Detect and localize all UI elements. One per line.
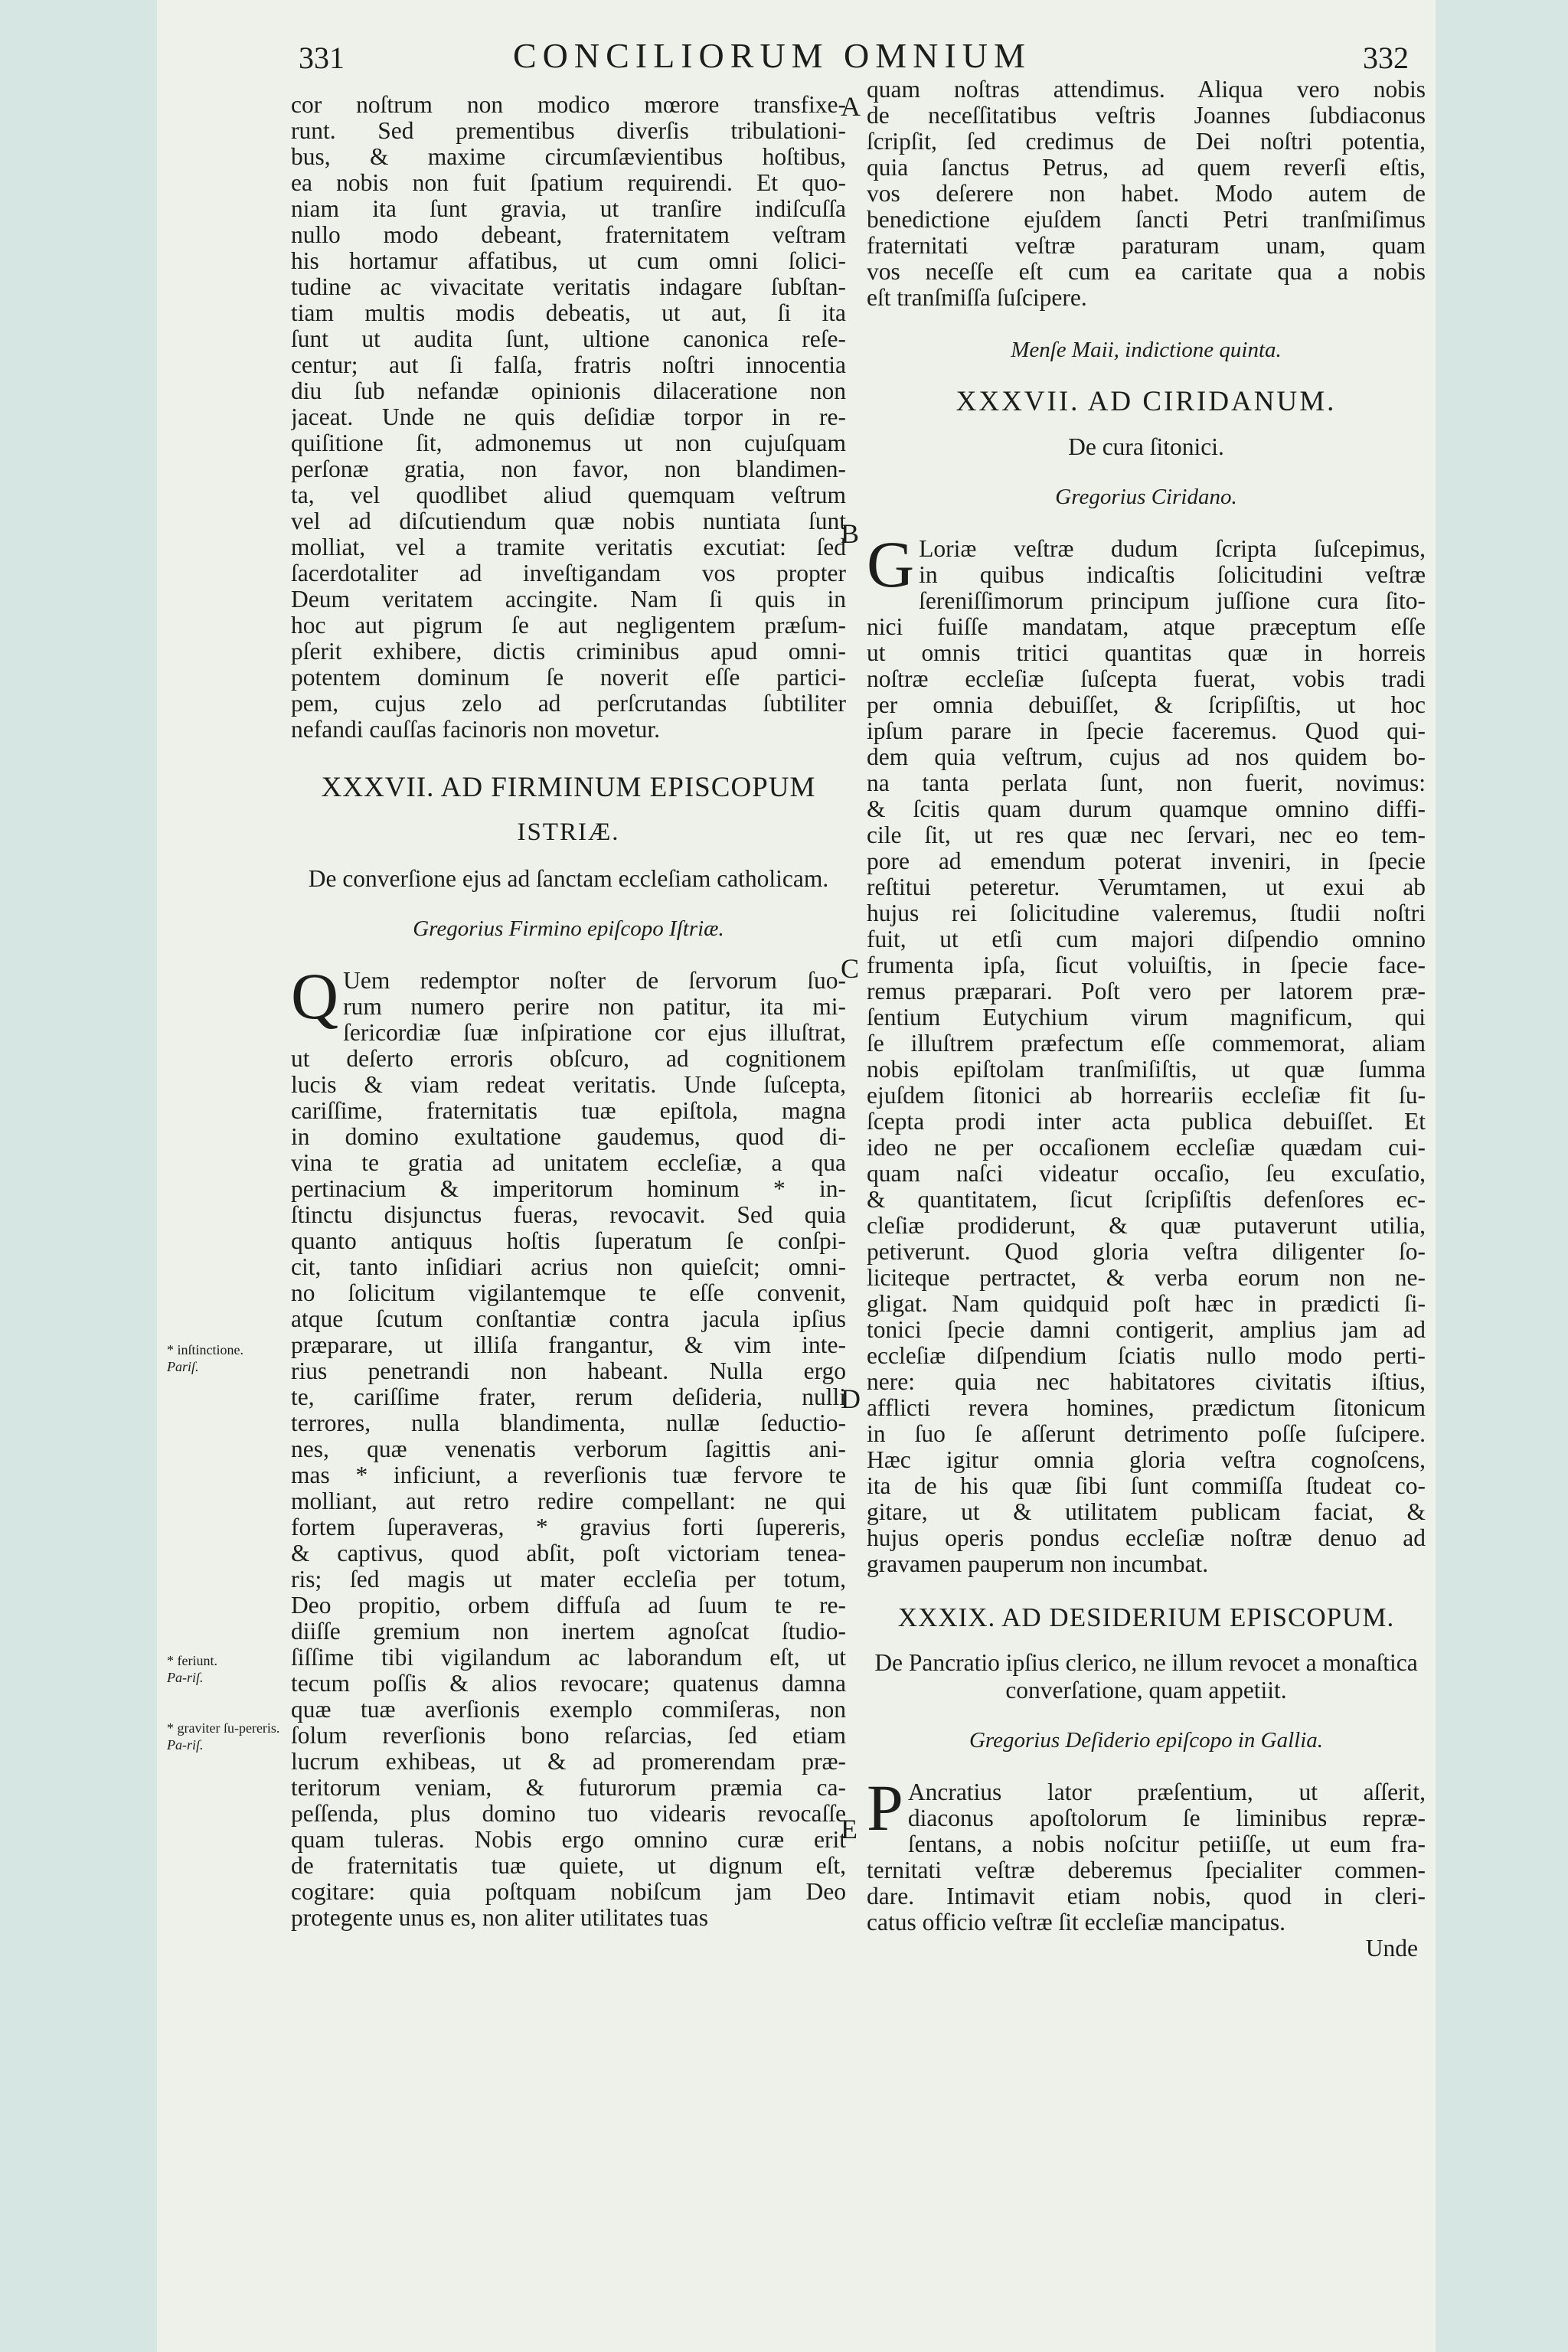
text-line: fuit, ut etſi cum majori diſpendio omnino: [867, 926, 1426, 952]
text-line: vos deſerere non habet. Modo autem de: [867, 181, 1426, 207]
text-line: quanto antiquus hoſtis ſuperatum ſe conſpi-: [291, 1228, 846, 1254]
text-line: ejuſdem ſitonici ab horreariis eccleſiæ fit ſu-: [867, 1083, 1426, 1109]
text-line: ris; ſed magis ut mater eccleſia per totum,: [291, 1566, 846, 1592]
text-line: in domino exultatione gaudemus, quod di-: [291, 1124, 846, 1150]
text-line: quam noſtras attendimus. Aliqua vero nobis: [867, 77, 1426, 103]
text-line: nefandi cauſſas facinoris non movetur.: [291, 717, 660, 743]
text-line: perſonæ gratia, non favor, non blandimen-: [291, 456, 846, 482]
text-line: rum numero perire non patitur, ita mi-: [343, 994, 846, 1020]
text-line: cogitare: quia poſtquam nobiſcum jam Deo: [291, 1879, 846, 1905]
text-line: niam ita ſunt gravia, ut tranſire indiſcuſſa: [291, 196, 846, 222]
text-line: peſſenda, plus domino tuo videaris revocaſſe: [291, 1801, 846, 1827]
text-line: ſericordiæ ſuæ inſpiratione cor ejus illuſtrat,: [343, 1020, 846, 1046]
text-line: diiſſe gremium non inertem agnoſcat ſtudio-: [291, 1619, 846, 1645]
text-line: hoc aut pigrum ſe aut negligentem præſum-: [291, 612, 846, 639]
letter2-salutation: Gregorius Ciridano.: [1055, 485, 1237, 509]
letter3-rubric: De Pancratio ipſius clerico, ne illum revocet a monaſtica converſatione, quam appetiit.: [874, 1649, 1418, 1704]
text-line: in quibus indicaſtis ſolicitudini veſtræ: [919, 562, 1426, 588]
drop-cap-2: G: [867, 528, 915, 601]
text-line: de neceſſitatibus veſtris Joannes ſubdiaconus: [867, 103, 1426, 129]
text-line: ſcripſit, ſed credimus de Dei noſtri potentia,: [867, 129, 1426, 155]
section-marker-a: A: [841, 91, 861, 122]
letter2-heading: XXXVII. AD CIRIDANUM.: [956, 386, 1337, 417]
text-line: rius penetrandi non habeant. Nulla ergo: [291, 1358, 846, 1384]
text-line: terrores, nulla blandimenta, nullæ ſeductio-: [291, 1410, 846, 1436]
text-line: ſereniſſimorum principum juſſione cura ſito-: [919, 588, 1426, 614]
text-line: ſiſſime tibi vigilandum ac laborandum eſt, ut: [291, 1645, 846, 1671]
text-line: pem, cujus zelo ad perſcrutandas ſubtiliter: [291, 691, 846, 717]
text-line: no ſolicitum vigilantemque te eſſe convenit,: [291, 1280, 846, 1306]
letter2-text: [867, 528, 1426, 1577]
text-line: liciteque pertractet, & verba eorum non ne-: [867, 1265, 1426, 1291]
text-line: centur; aut ſi falſa, fratris noſtri innocentia: [291, 352, 846, 378]
text-line: lucrum exhibeas, ut & ad promerendam præ-: [291, 1749, 846, 1775]
catchword: Unde: [1365, 1935, 1418, 1962]
text-line: potentem dominum ſe noverit eſſe partici-: [291, 665, 846, 691]
text-line: Ancratius lator præſentium, ut aſſerit,: [907, 1779, 1426, 1805]
text-line: vel ad diſcutiendum quæ nobis nuntiata ſunt: [291, 508, 846, 534]
text-line: ipſum parare in ſpecie faceremus. Quod qui-: [867, 718, 1426, 744]
text-line: teritorum veniam, & futurorum præmia ca-: [291, 1775, 846, 1801]
text-line: nes, quæ venenatis verborum ſagittis ani-: [291, 1436, 846, 1462]
text-line: fraternitati veſtræ paraturam unam, quam: [867, 233, 1426, 259]
marginal-note-3-source: Pa-riſ.: [167, 1737, 204, 1753]
marginal-note-1-source: Pariſ.: [167, 1359, 199, 1374]
text-line: cor noſtrum non modico mœrore transfixe-: [291, 92, 846, 118]
text-line: molliant, aut retro redire compellant: ne qui: [291, 1488, 846, 1514]
text-line: gravamen pauperum non incumbat.: [867, 1551, 1209, 1577]
letter3-salutation: Gregorius Deſiderio epiſcopo in Gallia.: [969, 1728, 1324, 1753]
text-line: nici fuiſſe mandatam, atque præceptum eſſe: [867, 614, 1426, 640]
text-line: mas * inficiunt, a reverſionis tuæ fervore te: [291, 1462, 846, 1488]
text-line: nobis epiſtolam tranſmiſiſtis, ut quæ ſumma: [867, 1057, 1426, 1083]
marginal-note-2-main: * feriunt.: [167, 1653, 217, 1668]
text-line: nere: quia nec habitatores civitatis iſtius,: [867, 1369, 1426, 1395]
text-line: catus officio veſtræ ſit eccleſiæ mancipatus.: [867, 1909, 1286, 1936]
text-line: tiam multis modis debeatis, ut aut, ſi ita: [291, 300, 846, 326]
letter2-rubric: De cura ſitonici.: [1068, 433, 1224, 460]
text-line: afflicti revera homines, prædictum ſitonicum: [867, 1395, 1426, 1421]
text-line: ſolum reverſionis bono reſarcias, ſed etiam: [291, 1723, 846, 1749]
text-line: hujus rei ſolicitudine valeremus, ſtudii noſtri: [867, 900, 1426, 926]
text-line: cleſiæ prodiderunt, & quæ putaverunt utilia,: [867, 1213, 1426, 1239]
text-line: noſtræ eccleſiæ ſuſcepta fuerat, vobis tradi: [867, 666, 1426, 692]
page-number-left: 331: [299, 41, 345, 75]
marginal-note-1: [167, 1341, 289, 1375]
text-line: lucis & viam redeat veritatis. Unde ſuſcepta,: [291, 1072, 846, 1098]
right-top-text: [867, 77, 1426, 311]
marginal-note-3: [167, 1720, 289, 1753]
text-line: cit, tanto inſidiari acrius non quieſcit; omni-: [291, 1254, 846, 1280]
text-line: per omnia debuiſſet, & ſcripſiſtis, ut hoc: [867, 692, 1426, 718]
marginal-note-3-main: * graviter ſu-pereris.: [167, 1720, 280, 1736]
section-marker-d: D: [841, 1383, 861, 1414]
text-line: remus præparari. Poſt vero per latorem præ-: [867, 978, 1426, 1004]
text-line: runt. Sed prementibus diverſis tribulationi-: [291, 118, 846, 144]
text-line: ideo ne per occaſionem eccleſiæ quædam cui-: [867, 1135, 1426, 1161]
text-line: eccleſiæ diſpendium ſciatis nullo modo perti-: [867, 1343, 1426, 1369]
text-line: & ſcitis quam durum quamque omnino diffi-: [867, 796, 1426, 822]
text-line: tonici ſpecie damni contigerit, amplius jam ad: [867, 1317, 1426, 1343]
text-line: dem quia veſtrum, cujus ad nos quidem bo-: [867, 744, 1426, 770]
text-line: quiſitione ſit, admonemus ut non cujuſquam: [291, 430, 846, 456]
text-line: ternitati veſtræ deberemus ſpecialiter commen-: [867, 1857, 1426, 1883]
text-line: ſentium Eutychium virum magnificum, qui: [867, 1004, 1426, 1031]
text-line: præparare, ut illiſa frangantur, & vim inte-: [291, 1332, 846, 1358]
text-line: ta, vel quodlibet aliud quemquam veſtrum: [291, 482, 846, 508]
letter3-heading: XXXIX. AD DESIDERIUM EPISCOPUM.: [897, 1602, 1395, 1632]
marginal-note-2: [167, 1652, 289, 1686]
letter-salutation: Gregorius Firmino epiſcopo Iſtriæ.: [413, 916, 724, 941]
text-line: Uem redemptor noſter de ſervorum ſuo-: [343, 968, 846, 994]
text-line: his hortamur affatibus, ut cum omni ſolici-: [291, 248, 846, 274]
text-line: frumenta ipſa, ſicut voluiſtis, in ſpecie face-: [867, 952, 1426, 978]
text-line: ſe illuſtrem præfectum eſſe commemorat, aliam: [867, 1031, 1426, 1057]
letter2-body: [867, 528, 1426, 1577]
text-line: ita de his quæ ſibi ſunt commiſſa ſtudeat co-: [867, 1473, 1426, 1499]
text-line: pore ad emendum poterat inveniri, in ſpecie: [867, 848, 1426, 874]
text-line: ut deſerto erroris obſcuro, ad cognitionem: [291, 1046, 846, 1072]
text-line: nullo modo debeant, fraternitatem veſtram: [291, 222, 846, 248]
marginal-note-1-main: * inſtinctione.: [167, 1342, 243, 1357]
page-number-right: 332: [1363, 41, 1409, 75]
text-line: Loriæ veſtræ dudum ſcripta ſuſcepimus,: [919, 536, 1426, 562]
letter3-text: [867, 1771, 1426, 1936]
text-line: ſacerdotaliter ad inveſtigandam vos propter: [291, 560, 846, 586]
text-line: atque ſcutum conſtantiæ contra jacula ipſius: [291, 1306, 846, 1332]
text-line: ſentans, a nobis noſcitur petiiſſe, ut eum fra-: [907, 1831, 1426, 1857]
letter-body: [291, 959, 846, 1931]
text-line: gitare, ut & utilitatem publicam faciat, &: [867, 1499, 1426, 1525]
text-line: Hæc igitur omnia gloria veſtra cognoſcens,: [867, 1447, 1426, 1473]
text-line: quam tuleras. Nobis ergo omnino curæ erit: [291, 1827, 846, 1853]
text-line: diaconus apoſtolorum ſe liminibus repræ-: [907, 1805, 1426, 1831]
drop-cap-3: P: [867, 1771, 903, 1844]
marginal-note-2-source: Pa-riſ.: [167, 1670, 204, 1685]
text-line: Deo propitio, orbem diffuſa ad ſuum te re-: [291, 1592, 846, 1619]
text-line: diu ſub nefandæ opinionis dilaceratione non: [291, 378, 846, 404]
section-marker-b: B: [841, 518, 860, 549]
text-line: molliat, vel a tramite veritatis excutiat: ſed: [291, 534, 846, 560]
text-line: petiverunt. Quod gloria veſtra diligenter ſo-: [867, 1239, 1426, 1265]
text-line: reſtitui peteretur. Verumtamen, ut exui ab: [867, 874, 1426, 900]
letter-subheading: ISTRIÆ.: [517, 818, 620, 846]
section-marker-c: C: [841, 953, 860, 984]
text-line: ea nobis non fuit ſpatium requirendi. Et quo-: [291, 170, 846, 196]
letter-rubric: De converſione ejus ad ſanctam eccleſiam catholicam.: [308, 865, 829, 892]
right-column: [867, 77, 1426, 1962]
text-line: Deum veritatem accingite. Nam ſi quis in: [291, 586, 846, 612]
text-line: quæ tuæ averſionis exemplo commiſeras, non: [291, 1697, 846, 1723]
text-line: ſcepta prodi inter acta publica debuiſſet. Et: [867, 1109, 1426, 1135]
left-top-text: [291, 92, 846, 743]
text-line: tecum poſſis & alios revocare; quatenus damna: [291, 1671, 846, 1697]
text-line: quia ſanctus Petrus, ad quem reverſi eſtis,: [867, 155, 1426, 181]
letter-text: [291, 959, 846, 1931]
text-line: benedictione ejuſdem ſancti Petri tranſmiſimus: [867, 207, 1426, 233]
text-line: ſtinctu disjunctus fueras, revocavit. Sed quia: [291, 1202, 846, 1228]
text-line: protegente unus es, non aliter utilitates tuas: [291, 1905, 708, 1931]
text-line: gligat. Nam quidquid poſt hæc in prædicti ſi-: [867, 1291, 1426, 1317]
text-line: de fraternitatis tuæ quiete, ut dignum eſt,: [291, 1853, 846, 1879]
text-line: & captivus, quod abſit, poſt victoriam tenea-: [291, 1540, 846, 1566]
text-line: cile ſit, ut res quæ nec ſervari, nec eo tem-: [867, 822, 1426, 848]
text-line: ut omnis tritici quantitas quæ in horreis: [867, 640, 1426, 666]
drop-cap: Q: [291, 959, 339, 1033]
text-line: tudine ac vivacitate veritatis indagare ſubſtan-: [291, 274, 846, 300]
letter3-body: [867, 1771, 1426, 1936]
text-line: hujus operis pondus eccleſiæ noſtræ denuo ad: [867, 1525, 1426, 1551]
text-line: quam naſci videatur occaſio, ſeu excuſatio,: [867, 1161, 1426, 1187]
text-line: vina te gratia ad unitatem eccleſiæ, a qua: [291, 1150, 846, 1176]
text-line: na tanta perlata ſunt, non fuerit, novimus:: [867, 770, 1426, 796]
text-line: ſunt ut audita ſunt, ultione canonica reſe-: [291, 326, 846, 352]
text-line: jaceat. Unde ne quis deſidiæ torpor in re-: [291, 404, 846, 430]
running-title: CONCILIORUM OMNIUM: [513, 36, 1031, 75]
text-line: vos neceſſe eſt cum ea caritate qua a nobis: [867, 259, 1426, 285]
section-marker-e: E: [841, 1814, 858, 1844]
text-line: & quantitatem, ſicut ſcripſiſtis defenſores ec-: [867, 1187, 1426, 1213]
text-line: dare. Intimavit etiam nobis, quod in cleri-: [867, 1883, 1426, 1909]
text-line: eſt tranſmiſſa ſuſcipere.: [867, 285, 1087, 311]
text-line: fortem ſuperaveras, * gravius forti ſupereris,: [291, 1514, 846, 1540]
text-line: pertinacium & imperitorum hominum * in-: [291, 1176, 846, 1202]
text-line: bus, & maxime circumſævientibus hoſtibus,: [291, 144, 846, 170]
left-column: [291, 92, 846, 1931]
text-line: pſerit exhibere, dictis criminibus apud omni-: [291, 639, 846, 665]
text-line: in ſuo ſe aſſerunt detrimento poſſe ſuſcipere.: [867, 1421, 1426, 1447]
dateline: Menſe Maii, indictione quinta.: [1011, 338, 1282, 362]
text-line: cariſſime, fraternitatis tuæ epiſtola, magna: [291, 1098, 846, 1124]
text-line: te, cariſſime frater, rerum deſideria, nulli: [291, 1384, 846, 1410]
letter-heading: XXXVII. AD FIRMINUM EPISCOPUM: [321, 772, 816, 803]
